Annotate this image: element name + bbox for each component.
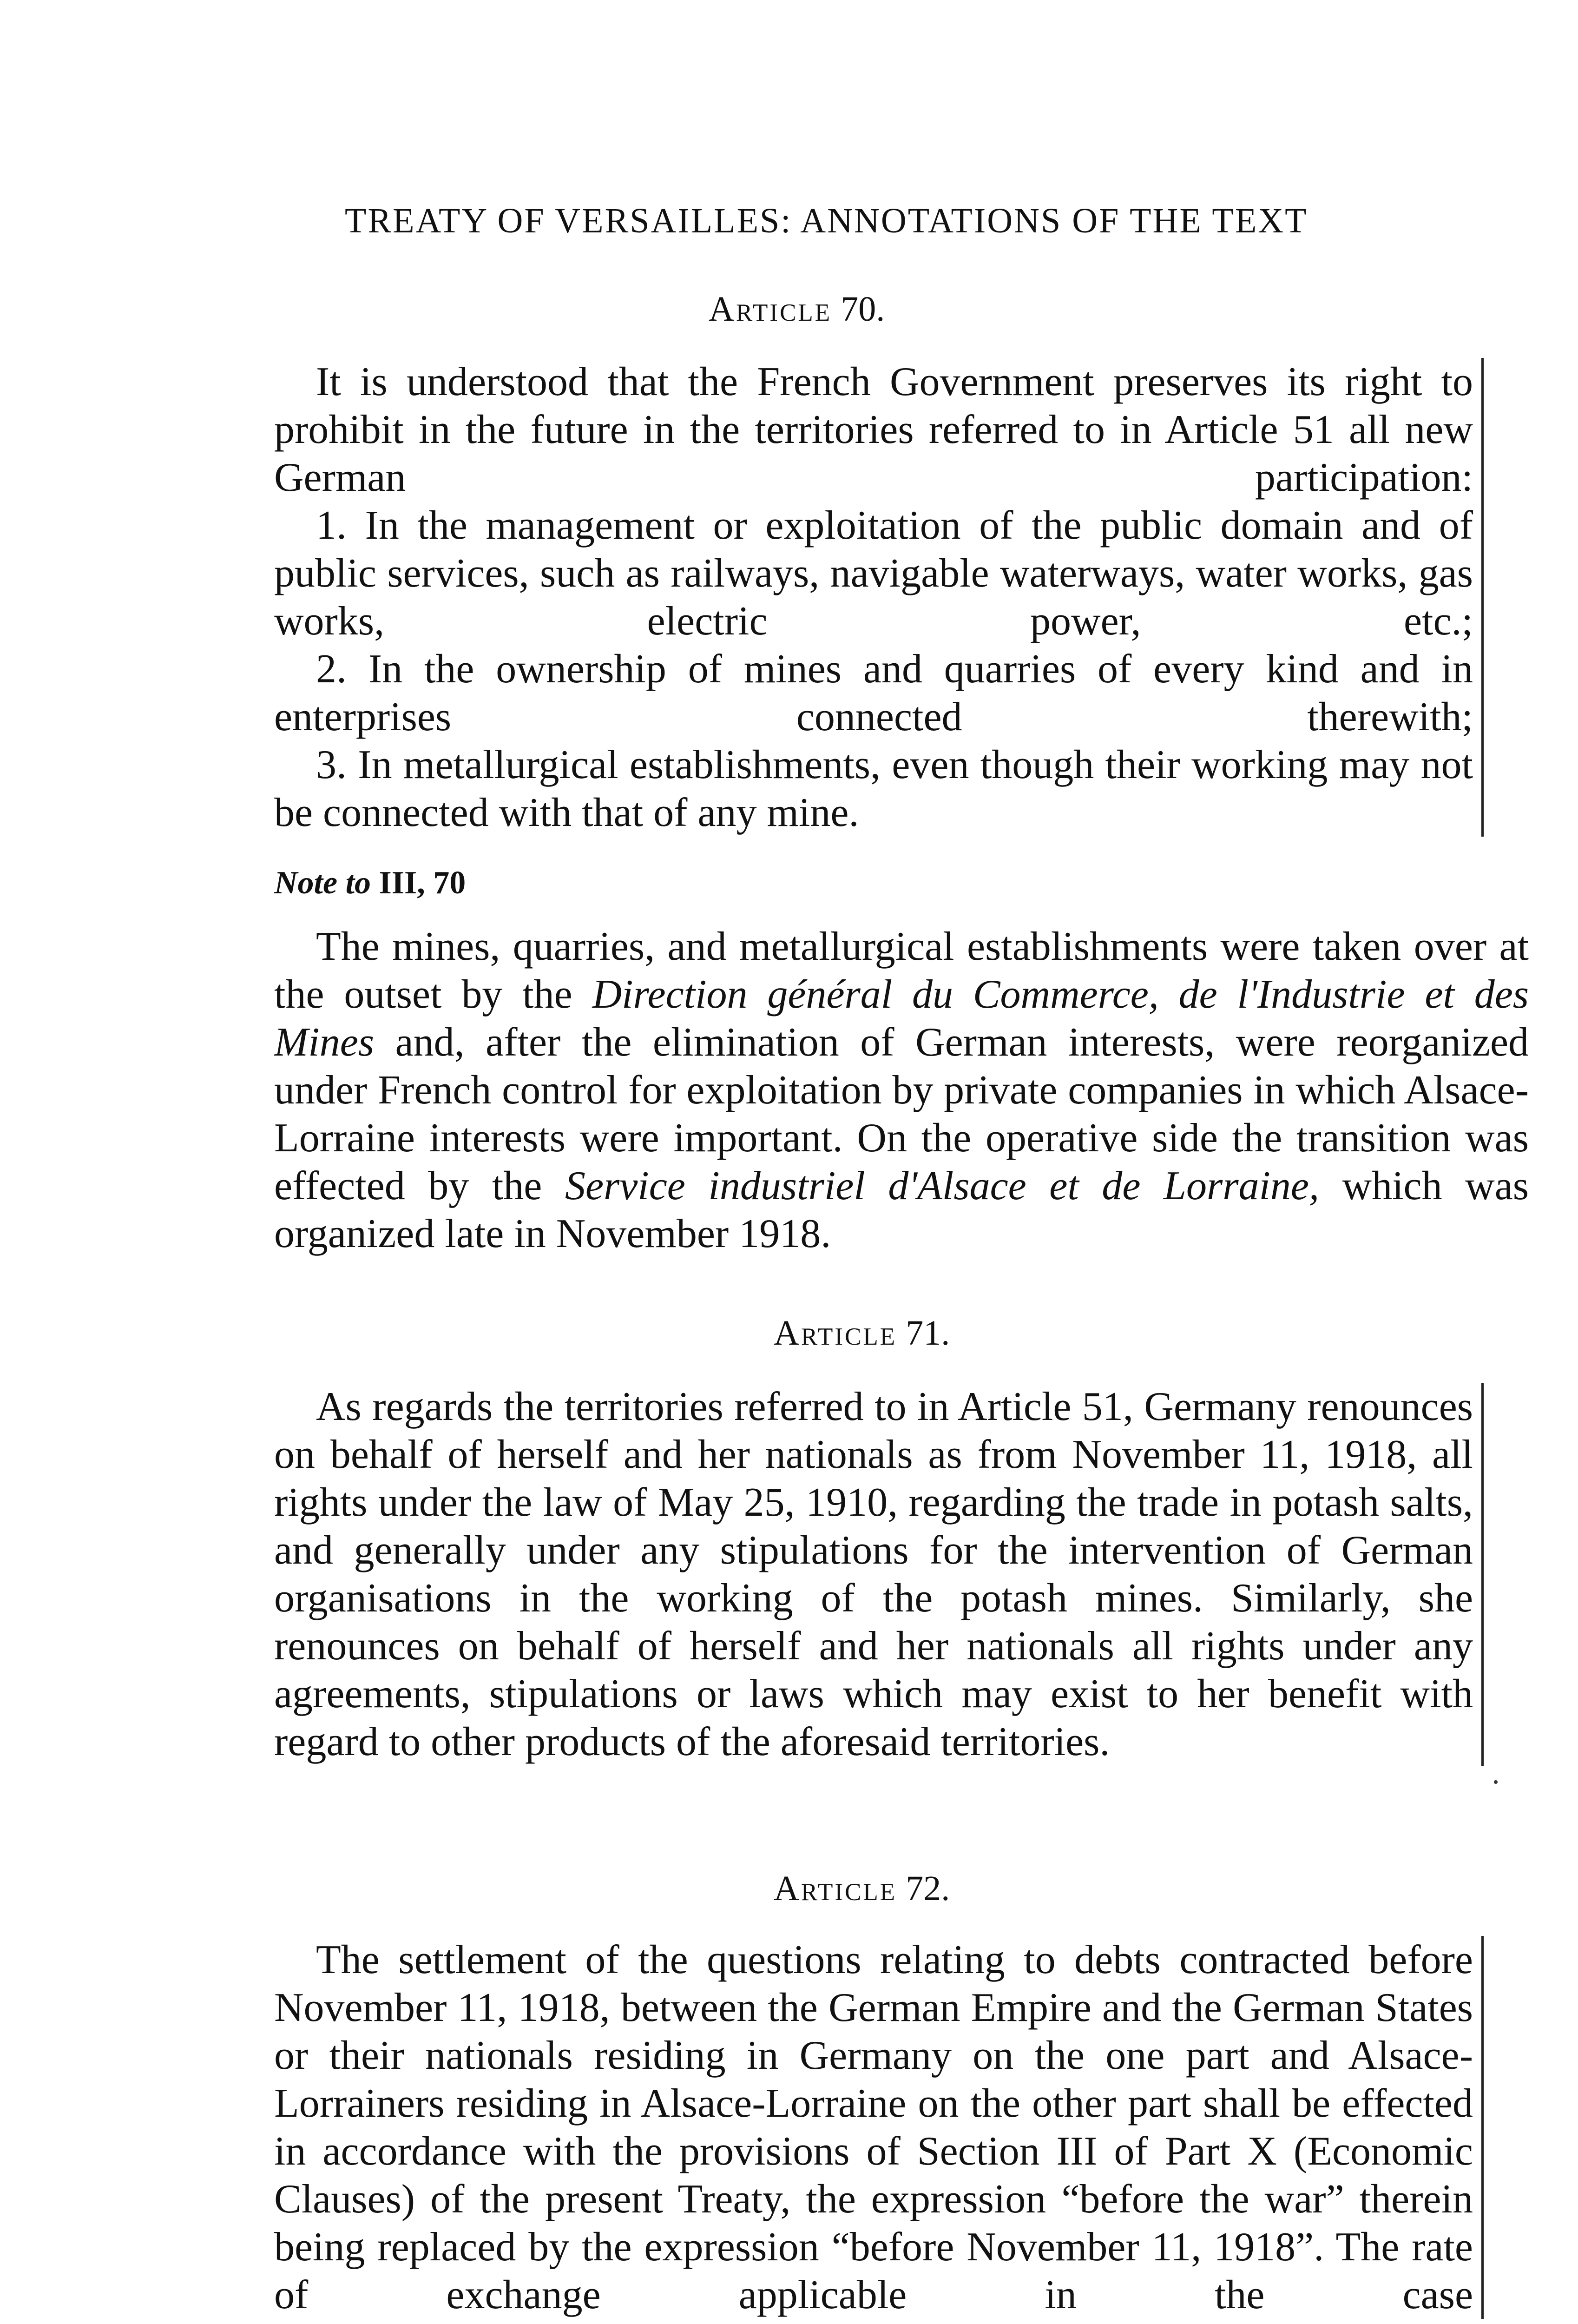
note-text-part-2: and, after the elimination of German interests, were reorganized under French control for exploitation by private companies in which Alsace-Lorraine interests were important. On the operative side the transition was effected by the xyxy=(274,1020,1529,1208)
article-71-paragraph: As regards the territories referred to in Article 51, Germany renounces on behalf of herself and her nationals as from November 11, 1918, all rights under the law of May 25, 1910, regarding the trade in potash salts, and generally under any stipulations for the intervention of German organisations in the working of the potash mines. Similarly, she renounces on behalf of herself and her nationals all rights under any agreements, stipulations or laws which may exist to her benefit with regard to other products of the aforesaid territories. xyxy=(274,1384,1473,1764)
article-72-heading-word: Article xyxy=(774,1869,897,1908)
article-72-heading xyxy=(774,1868,950,1909)
article-72-paragraph: The settlement of the questions relating to debts contracted before November 11, 1918, between the German Empire and the German States or their nationals residing in Germany on the one part and Alsace-Lorrainers residing in Alsace-Lorraine on the other part shall be effected in accordance with the provisions of Section III of Part X (Economic Clauses) of the present Treaty, the expression “before the war” therein being replaced by the expression “before November 11, 1918”. The rate of exchange applicable in the case xyxy=(274,1937,1473,2317)
note-label-italic: Note to xyxy=(274,865,371,901)
article-70-paragraph-2: 1. In the management or exploitation of the public domain and of public services, such as railways, navigable waterways, water works, gas works, electric power, etc.; xyxy=(274,503,1473,644)
article-70-paragraph-4: 3. In metallurgical establishments, even though their working may not be connected with that of any mine. xyxy=(274,742,1473,835)
article-70-body xyxy=(274,358,1484,837)
article-71-body xyxy=(274,1383,1484,1766)
note-text-part-1: The mines, quarries, and metallurgical establishments were taken over at the outset by the xyxy=(274,924,1529,1017)
note-body xyxy=(274,923,1529,1258)
article-70-paragraph-1: It is understood that the French Government preserves its right to prohibit in the future in the territories referred to in Article 51 all new German participation: xyxy=(274,359,1473,500)
note-italic-service: Service industriel d'Alsace et de Lorraine, xyxy=(565,1163,1319,1208)
article-70-heading xyxy=(709,289,885,330)
article-72-body xyxy=(274,1936,1484,2319)
running-header: TREATY OF VERSAILLES: ANNOTATIONS OF THE TEXT xyxy=(345,201,1308,240)
article-70-heading-number: 70. xyxy=(841,290,885,329)
note-text-part-3: which was organized late in November 1918. xyxy=(274,1163,1529,1256)
article-71-heading-number: 71. xyxy=(906,1314,950,1353)
article-71-heading-word: Article xyxy=(774,1314,897,1353)
note-label-ref: III, 70 xyxy=(379,865,466,901)
note-label xyxy=(274,865,466,902)
article-70-paragraph-3: 2. In the ownership of mines and quarries of every kind and in enterprises connected therewith; xyxy=(274,647,1473,739)
article-72-heading-number: 72. xyxy=(906,1869,950,1908)
article-70-heading-word: Article xyxy=(709,290,832,329)
print-speck xyxy=(1494,1780,1498,1784)
note-paragraph xyxy=(274,923,1529,1258)
note-italic-direction: Direction général du Commerce, de l'Industrie et des Mines xyxy=(274,972,1529,1065)
article-71-heading xyxy=(774,1313,950,1353)
